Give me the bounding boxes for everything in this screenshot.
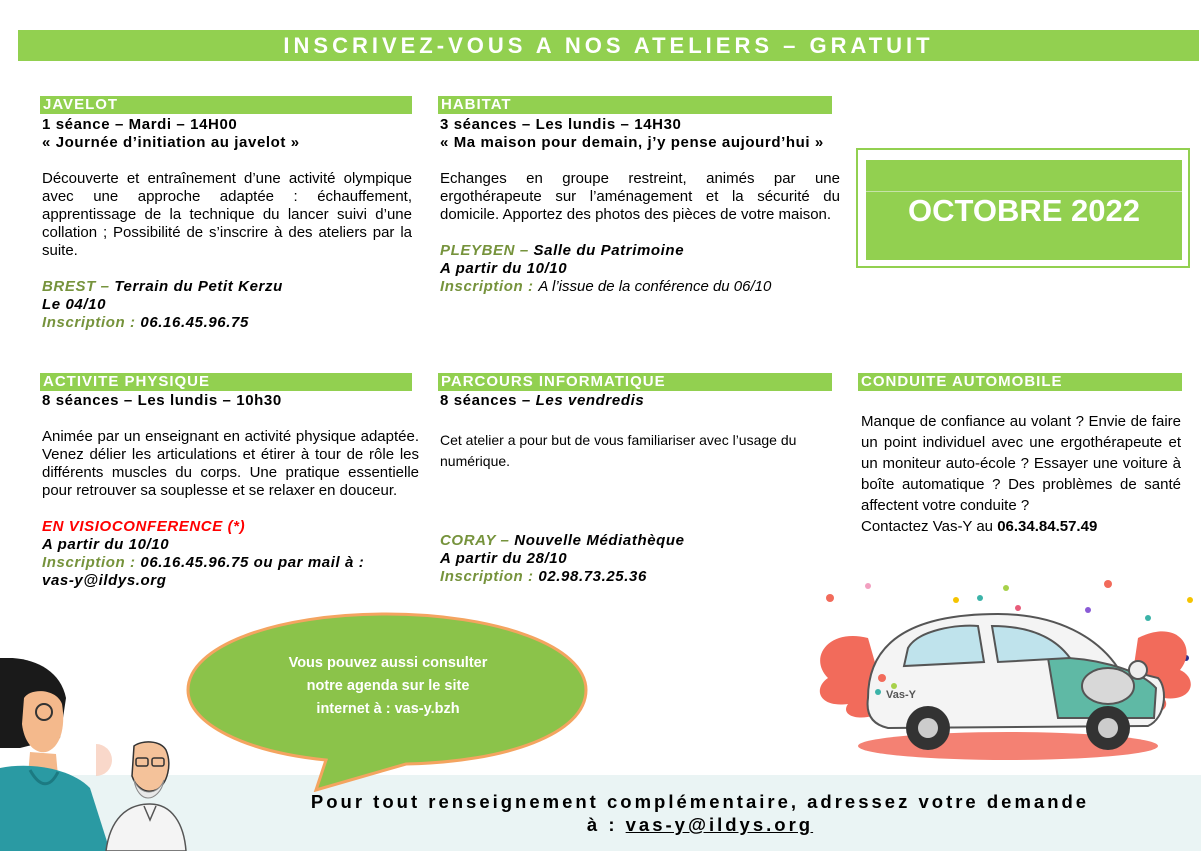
car-illustration [808, 578, 1200, 768]
informatique-details [440, 532, 842, 586]
informatique-date: A partir du 28/10 [440, 550, 568, 567]
informatique-header: PARCOURS INFORMATIQUE [438, 373, 832, 391]
car-badge: Vas-Y [886, 689, 916, 701]
javelot-section [42, 116, 412, 332]
footer-line-1: Pour tout renseignement complémentaire, adressez votre demande [310, 791, 1090, 812]
bubble-line-2: notre agenda sur le site [306, 678, 470, 694]
footer-line-2-prefix: à : [586, 814, 626, 835]
javelot-sessions: 1 séance – Mardi – 14H00 [42, 116, 238, 133]
informatique-days: Les vendredis [535, 392, 645, 409]
bubble-line-1: Vous pouvez aussi consulter [288, 655, 488, 671]
javelot-inscription-phone: 06.16.45.96.75 [140, 314, 249, 331]
bubble-line-3: internet à : vas-y.bzh [316, 701, 460, 717]
informatique-section [440, 392, 842, 472]
javelot-city: BREST – [42, 278, 115, 295]
activite-header: ACTIVITE PHYSIQUE [40, 373, 412, 391]
javelot-date: Le 04/10 [42, 296, 107, 313]
informatique-inscription-phone: 02.98.73.25.36 [538, 568, 647, 585]
habitat-subtitle: « Ma maison pour demain, j’y pense aujourd’hui » [440, 134, 824, 151]
habitat-date: A partir du 10/10 [440, 260, 568, 277]
javelot-subtitle: « Journée d’initiation au javelot » [42, 134, 300, 151]
activite-visio: EN VISIOCONFERENCE (*) [42, 518, 246, 535]
habitat-city: PLEYBEN – [440, 242, 534, 259]
conduite-header: CONDUITE AUTOMOBILE [858, 373, 1182, 391]
habitat-place: Salle du Patrimoine [533, 242, 685, 259]
habitat-section [440, 116, 840, 296]
conduite-phone: 06.34.84.57.49 [997, 518, 1098, 535]
conduite-section [861, 411, 1181, 537]
footer-email-link[interactable]: vas-y@ildys.org [625, 814, 814, 835]
habitat-inscription-info: A l’issue de la conférence du 06/10 [538, 278, 772, 295]
activite-section [42, 392, 419, 590]
bubble-text [243, 652, 533, 721]
woman-illustration [0, 658, 110, 851]
informatique-inscription-label: Inscription : [440, 568, 539, 585]
javelot-description: Découverte et entraînement d’une activité olympique avec une approche adaptée : échauffement, apprentissage de la technique du lancer suivi d’une collation ; Possibilité de s’inscrire à des ateliers par la suite. [42, 170, 412, 259]
page-banner-title: INSCRIVEZ-VOUS A NOS ATELIERS – GRATUIT [18, 30, 1199, 61]
month-label: OCTOBRE 2022 [907, 193, 1140, 228]
habitat-description: Echanges en groupe restreint, animés par une ergothérapeute sur l’aménagement et la sécurité du domicile. Apportez des photos des pièces de votre maison. [440, 170, 840, 223]
javelot-inscription-label: Inscription : [42, 314, 141, 331]
habitat-sessions: 3 séances – Les lundis – 14H30 [440, 116, 682, 133]
informatique-city: CORAY – [440, 532, 515, 549]
informatique-sessions: 8 séances – [440, 392, 536, 409]
javelot-place: Terrain du Petit Kerzu [114, 278, 283, 295]
conduite-contact: Contactez Vas-Y au [861, 518, 998, 535]
habitat-inscription-label: Inscription : [440, 278, 539, 295]
conduite-description: Manque de confiance au volant ? Envie de faire un point individuel avec une ergothérapeute et un moniteur auto-école ? Essayer une voiture à boîte automatique ? Des problèmes de santé affectent votre conduite ? [861, 413, 1181, 514]
activite-sessions: 8 séances – Les lundis – 10h30 [42, 392, 282, 409]
footer-contact [250, 790, 1150, 836]
activite-description: Animée par un enseignant en activité physique adaptée. Venez délier les articulations et étirer à tour de rôle les différents muscles du corps. Une pratique essentielle pour retrouver sa souplesse et se relaxer en douceur. [42, 428, 419, 499]
informatique-description: Cet atelier a pour but de vous familiariser avec l’usage du numérique. [440, 432, 797, 469]
informatique-place: Nouvelle Médiathèque [514, 532, 685, 549]
activite-date: A partir du 10/10 [42, 536, 170, 553]
activite-inscription-phone: 06.16.45.96.75 ou par mail à : [140, 554, 365, 571]
man-illustration [96, 740, 188, 851]
habitat-header: HABITAT [438, 96, 832, 114]
activite-email: vas-y@ildys.org [42, 572, 167, 589]
javelot-header: JAVELOT [40, 96, 412, 114]
activite-inscription-label: Inscription : [42, 554, 141, 571]
